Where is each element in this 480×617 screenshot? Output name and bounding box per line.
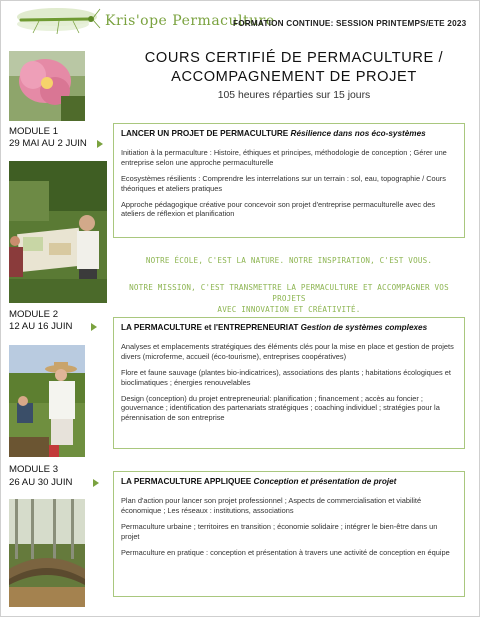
brand-name: Kris'ope Permaculture (105, 13, 275, 29)
title-line-1: COURS CERTIFIÉ DE PERMACULTURE / (144, 50, 444, 66)
page-title (119, 49, 469, 87)
flower-photo (9, 51, 85, 121)
module-2-paragraph: Flore et faune sauvage (plantes bio-indicatrices), associations des plants ; habitations écologiques et bioclimatiques ; énergies renouvelables (121, 368, 451, 387)
module-3-paragraph: Plan d'action pour lancer son projet professionnel ; Aspects de commercialisation et viabilité économique ; Les réseaux : institutions, associations (121, 496, 422, 515)
module-1-paragraph: Initiation à la permaculture : Histoire, éthiques et principes, méthodologie de conception ; Gérer une entreprise selon une approche permaculturelle (121, 148, 447, 167)
module-3-paragraph: Permaculture urbaine ; territoires en transition ; économie solidaire ; intégrer le bien-être dans un projet (121, 522, 438, 541)
module-2-paragraph: Analyses et emplacements stratégiques des éléments clés pour la mise en place et gestion de projets divers (microferme, accueil (éco-tourisme), entreprises coopératives) (121, 342, 454, 361)
module-2-paragraph: Design (conception) du projet entrepreneurial: planification ; financement ; accès au foncier ; gouvernance ; identification des partenariats stratégiques ; coaching individuel ; stratégies pour la pérennisation de son entreprise (121, 394, 440, 422)
module-2-heading (121, 323, 457, 332)
module-1-dates: 29 MAI AU 2 JUIN (9, 138, 87, 149)
module-3-heading-italic: Conception et présentation de projet (253, 477, 397, 486)
module-1-paragraph: Approche pédagogique créative pour concevoir son projet d'entreprise permaculturelle avec des ateliers de réflexion et planification (121, 200, 436, 219)
module-3-paragraph: Permaculture en pratique : conception et présentation à travers une activité de conception en équipe (121, 548, 450, 558)
module-3-arrow-icon (93, 479, 99, 487)
module-2-heading-italic: Gestion de systèmes complexes (300, 323, 428, 332)
garden-woman-photo (9, 345, 85, 457)
page-subtitle: 105 heures réparties sur 15 jours (217, 90, 371, 101)
module-3-dates: 26 AU 30 JUIN (9, 477, 73, 488)
module-2-heading-text: LA PERMACULTURE et l'ENTREPRENEURIAT (121, 323, 299, 332)
module-2-box (113, 317, 465, 449)
module-1-heading-italic: Résilience dans nos éco-systèmes (290, 129, 426, 138)
tagline-mission (113, 282, 465, 315)
module-1-box (113, 123, 465, 238)
workshop-photo (9, 161, 107, 303)
module-3-name: MODULE 3 (9, 464, 59, 475)
module-2-arrow-icon (91, 323, 97, 331)
module-1-arrow-icon (97, 140, 103, 148)
woven-fence-photo (9, 499, 85, 607)
module-1-paragraph: Ecosystèmes résilients : Comprendre les interrelations sur un terrain : sol, eau, topographie / Cours théoriques et ateliers pratiques (121, 174, 446, 193)
module-3-heading (121, 477, 457, 486)
module-3-box (113, 471, 465, 597)
tagline-mission-line-1: NOTRE MISSION, C'EST TRANSMETTRE LA PERMACULTURE ET ACCOMPAGNER VOS PROJETS (129, 283, 449, 303)
module-2-name: MODULE 2 (9, 309, 59, 320)
session-label: FORMATION CONTINUE: SESSION PRINTEMPS/ETE 2023 (233, 19, 467, 28)
module-1-heading-text: LANCER UN PROJET DE PERMACULTURE (121, 129, 289, 138)
tagline-mission-line-2: AVEC INNOVATION ET CRÉATIVITÉ. (217, 305, 361, 314)
module-3-heading-text: LA PERMACULTURE APPLIQUEE (121, 477, 252, 486)
tagline-school: NOTRE ÉCOLE, C'EST LA NATURE. NOTRE INSPIRATION, C'EST VOUS. (145, 256, 433, 265)
lacewing-logo (9, 3, 101, 37)
module-1-heading (121, 129, 457, 138)
module-2-dates: 12 AU 16 JUIN (9, 321, 73, 332)
module-1-name: MODULE 1 (9, 126, 59, 137)
title-line-2: ACCOMPAGNEMENT DE PROJET (171, 69, 417, 85)
